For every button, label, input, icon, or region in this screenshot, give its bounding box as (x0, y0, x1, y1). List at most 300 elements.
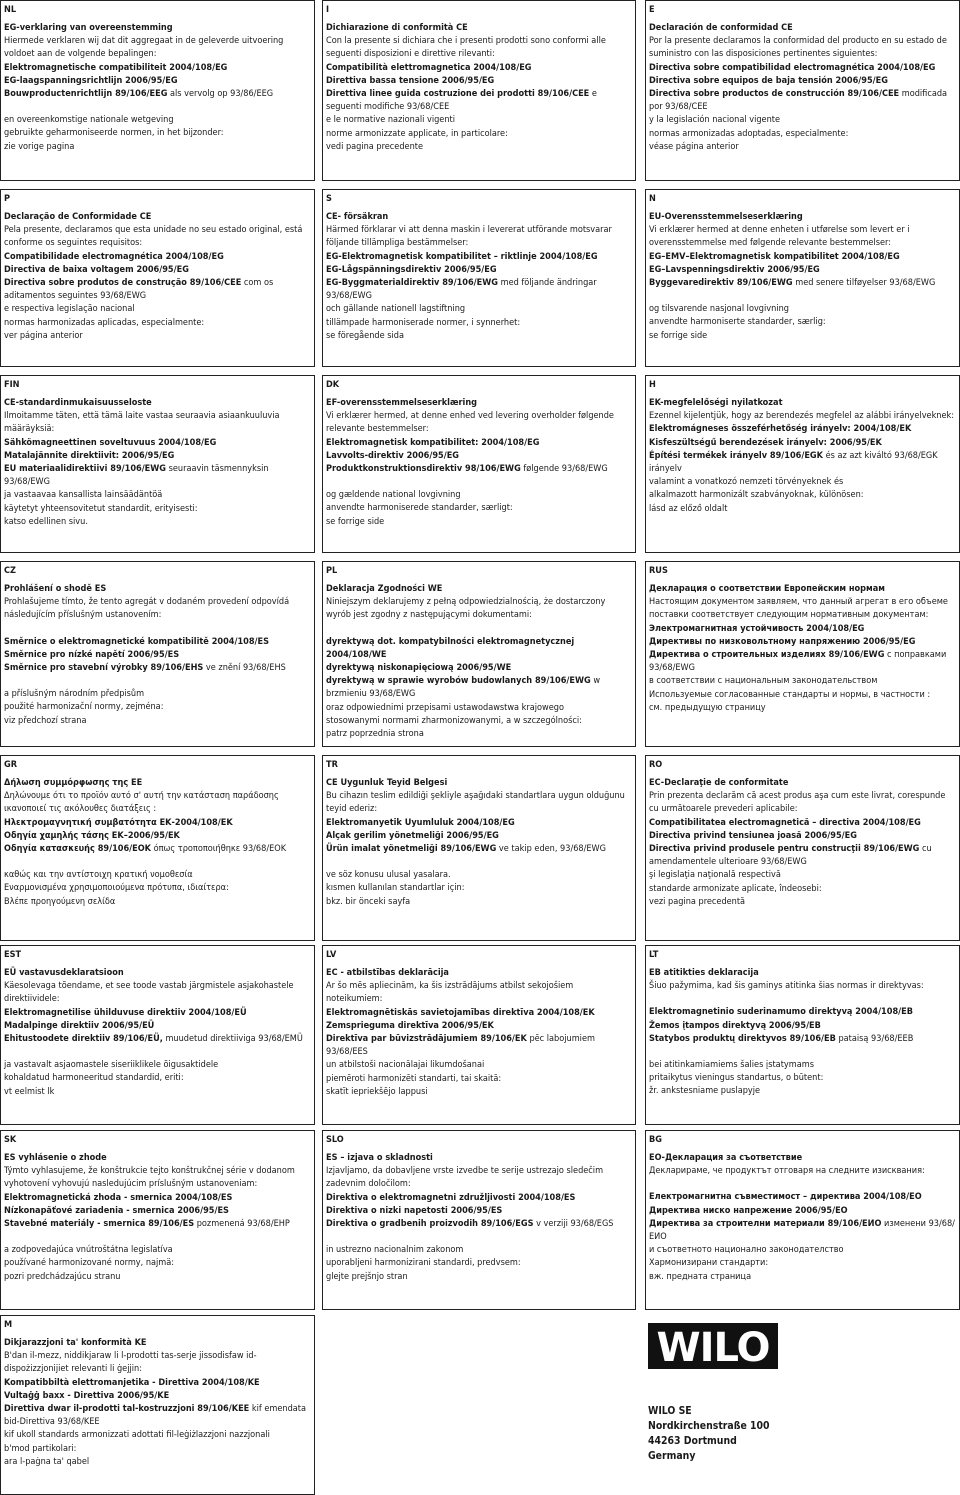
text: katso edellinen sivu. (4, 516, 88, 527)
declaration-sk (0, 1130, 315, 1310)
text-line (4, 1192, 311, 1205)
text: glejte prejšnjo stran (326, 1271, 408, 1282)
text-line (4, 688, 311, 701)
text-line (326, 662, 632, 675)
text-line (649, 128, 956, 141)
declaration-gr (0, 755, 315, 941)
text: ve söz konusu ulusal yasalara. (326, 870, 451, 881)
text-line (4, 264, 311, 277)
text-line (649, 1191, 956, 1204)
text: вж. предната страница (649, 1271, 752, 1282)
text: pritaikytus vieningus standartus, o būtent: (649, 1073, 824, 1084)
directive-name: Direktīva par būvizstrādājumiem 89/106/EK (326, 1034, 527, 1045)
declaration-title: ES vyhlásenie o zhode (4, 1153, 107, 1163)
text-line (649, 1020, 956, 1033)
declaration-title: Dichiarazione di conformità CE (326, 23, 468, 33)
text-line (326, 1192, 632, 1205)
text-line (649, 62, 956, 75)
text: a příslušným národním předpisům (4, 689, 145, 700)
text: med senere tilføyelser 93/68/EWG (792, 278, 936, 289)
language-code: SK (4, 1135, 17, 1145)
declaration-title: Декларация о соответствии Европейским нормам (649, 584, 885, 594)
declaration-title: EG-verklaring van overeenstemming (4, 23, 173, 33)
declaration-title: Declaração de Conformidade CE (4, 212, 152, 222)
text: en overeenkomstige nationale wetgeving (4, 115, 174, 126)
text-line (326, 843, 632, 856)
directive-name: Építési termékek irányelv 89/106/EGK (649, 450, 823, 461)
text-line (4, 980, 311, 1006)
directive-name: Elektromagnetická zhoda - smernica 2004/108/ES (4, 1192, 233, 1203)
declaration-nl (0, 0, 315, 181)
text-line (4, 1072, 311, 1085)
text-line (326, 830, 632, 843)
directive-name: Compatibilitatea electromagnetică – directiva 2004/108/EG (649, 817, 921, 828)
directive-name: Compatibilità elettromagnetica 2004/108/EG (326, 62, 532, 73)
text-line (326, 88, 632, 114)
company-country: Germany (648, 1450, 696, 1462)
text: ve znění 93/68/EHS (203, 663, 286, 674)
declaration-title: ЕО-Декларация за съответствие (649, 1153, 803, 1163)
text-line (649, 88, 956, 114)
directive-name: Elektromanyetik Uyumluluk 2004/108/EG (326, 817, 515, 828)
text-line (4, 1377, 311, 1390)
text: vedi pagina precedente (326, 141, 423, 152)
text: zie vorige pagina (4, 141, 75, 152)
directive-name: Statybos produktų direktyvos 89/106/EB (649, 1033, 836, 1044)
text: Šiuo pažymima, kad šis gaminys atitinka šias normas ir direktyvas: (649, 981, 924, 992)
text: seuraavin täsmennyksin 93/68/EWG (4, 464, 269, 488)
text-line (4, 1165, 311, 1191)
text-line (4, 1086, 311, 1099)
text: anvendte harmoniserte standarder, særlig: (649, 317, 826, 328)
text: B'dan il-mezz, niddikjaraw li l-prodotti tas-serje jissodisfaw id-dispożizzjonijiet relevanti li ġejjin: (4, 1351, 257, 1375)
text: Εναρμονισμένα χρησιμοποιούμενα πρότυπα, ιδιαίτερα: (4, 883, 229, 894)
text: Hiermede verklaren wij dat dit aggregaat in de geleverde uitvoering voldoet aan de volgende bepalingen: (4, 36, 284, 60)
text-line (649, 980, 956, 993)
declaration-lv (322, 945, 636, 1125)
text: pēc labojumiem 93/68/EES (326, 1034, 595, 1058)
spacer (649, 1178, 956, 1191)
spacer (4, 623, 311, 636)
text: vt eelmist lk (4, 1086, 55, 1097)
directive-name: Elektromagnetilise ühilduvuse direktiiv 2004/108/EÜ (4, 1007, 247, 1018)
text-line (649, 330, 956, 343)
text-line (4, 843, 311, 856)
declaration-rus (645, 561, 960, 747)
text-line (649, 623, 956, 636)
text: ve takip eden, 93/68/EWG (496, 844, 606, 855)
text-line (649, 702, 956, 715)
text: kısmen kullanılan standartlar için: (326, 883, 465, 894)
text-line (4, 463, 311, 489)
text: og tilsvarende nasjonal lovgivning (649, 304, 789, 315)
text-line (4, 437, 311, 450)
declaration-ro (645, 755, 960, 941)
text-line (326, 715, 632, 728)
wilo-logo (648, 1323, 778, 1369)
text-line (4, 489, 311, 502)
directive-name: Directiva sobre equipos de baja tensión 2006/95/EG (649, 75, 888, 86)
text: se forrige side (326, 516, 385, 527)
text: e le normative nazionali vigenti (326, 115, 455, 126)
text: bei atitinkamiamiems šalies įstatymams (649, 1060, 814, 1071)
text-line (326, 128, 632, 141)
text-line (649, 869, 956, 882)
declaration-bg (645, 1130, 960, 1310)
directive-name: Kisfeszültségű berendezések irányelv: 2006/95/EK (649, 437, 882, 448)
company-city: 44263 Dortmund (648, 1435, 737, 1447)
text: ver página anterior (4, 330, 83, 341)
declaration-title: CE-standardinmukaisuusseloste (4, 398, 152, 408)
text: Настоящим документом заявляем, что данный агрегат в его объеме поставки соответствует следующим нормативным документам: (649, 597, 948, 621)
text: ja vastavalt asjaomastele siseriiklikele õigusaktidele (4, 1060, 219, 1071)
text-line (649, 450, 956, 476)
text: Используемые согласованные стандарты и нормы, в частности : (649, 689, 931, 700)
text: viz předchozí strana (4, 715, 87, 726)
text-line (326, 277, 632, 303)
directive-name: Ehitustoodete direktiiv 89/106/EÜ, (4, 1034, 163, 1045)
directive-name: Directiva sobre produtos de construção 89/106/CEE (4, 278, 242, 289)
text-line (326, 251, 632, 264)
text: kif emendata bid-Direttiva 93/68/KEE (4, 1404, 307, 1428)
text-line (326, 1020, 632, 1033)
text: tillämpade harmoniserade normer, i synnerhet: (326, 317, 521, 328)
text: com os aditamentos seguintes 93/68/EWG (4, 278, 274, 302)
text-line (326, 1033, 632, 1059)
text-line (4, 1218, 311, 1231)
directive-name: Directiva de baixa voltagem 2006/95/EG (4, 264, 189, 275)
text: Ilmoitamme täten, että tämä laite vastaa seuraavia asiaankuuluvia määräyksiä: (4, 411, 280, 435)
directive-name: Οδηγία χαμηλής τάσης ΕΚ–2006/95/ΕΚ (4, 830, 180, 841)
language-code: CZ (4, 566, 16, 576)
text-line (649, 303, 956, 316)
text-line (326, 980, 632, 1006)
text: Niniejszym deklarujemy z pełną odpowiedzialnością, że dostarczony wyrób jest zgodny z następującymi dokumentami: (326, 597, 606, 621)
text: oraz odpowiednimi przepisami ustawodawstwa krajowego (326, 702, 564, 713)
declaration-est (0, 945, 315, 1125)
text: bkz. bir önceki sayfa (326, 896, 411, 907)
spacer (4, 675, 311, 688)
text-line (649, 1257, 956, 1270)
text-line (326, 1059, 632, 1072)
text: Prohlašujeme tímto, že tento agregát v dodaném provedení odpovídá následujícím příslušným ustanovením: (4, 597, 290, 621)
directive-name: Ürün imalat yönetmeliği 89/106/EWG (326, 844, 497, 855)
text: cu amendamentele ulterioare 93/68/EWG (649, 844, 932, 868)
text: in ustrezno nacionalnim zakonom (326, 1245, 464, 1256)
directive-name: Alçak gerilim yönetmeliği 2006/95/EG (326, 830, 499, 841)
text: Por la presente declaramos la conformidad del producto en su estado de suministro con las disposiciones pertinentes siguientes: (649, 36, 947, 60)
language-code: GR (4, 760, 18, 770)
text: Bu cihazın teslim edildiği şekliyle aşağıdaki standartlara uygun olduğunu teyid ederiz: (326, 791, 625, 815)
directive-name: Директива ниско напрежение 2006/95/ЕО (649, 1205, 848, 1216)
directive-name: dyrektywą w sprawie wyrobów budowlanych 89/106/EWG (326, 676, 591, 687)
text: normas harmonizadas aplicadas, especialmente: (4, 317, 205, 328)
text: pataisą 93/68/EEB (835, 1033, 914, 1044)
language-code: LV (326, 950, 337, 960)
text: Pela presente, declaramos que esta unidade no seu estado original, está conforme os seguintes requisitos: (4, 225, 303, 249)
text-line (326, 1271, 632, 1284)
text: Βλέπε προηγούμενη σελίδα (4, 896, 116, 907)
text: Декларираме, че продуктът отговаря на следните изисквания: (649, 1166, 925, 1177)
text-line (4, 141, 311, 154)
text: καθώς και την αντίστοιχη κρατική νομοθεσία (4, 870, 193, 881)
text-line (649, 1244, 956, 1257)
spacer (326, 1231, 632, 1244)
text-line (326, 450, 632, 463)
text: kif ukoll standards armonizzati adottati fil-leġiżlazzjoni nazzjonali (4, 1430, 270, 1441)
text: şi legislaţia naţională respectivă (649, 870, 781, 881)
text: e seguenti modifiche 93/68/CEE (326, 89, 597, 113)
text-line (326, 141, 632, 154)
declaration-title: EÜ vastavusdeklaratsioon (4, 968, 124, 978)
declaration-title: Δήλωση συμμόρφωσης της ΕΕ (4, 778, 143, 788)
text: a zodpovedajúca vnútroštátna legislatíva (4, 1245, 173, 1256)
directive-name: dyrektywą niskonapięciową 2006/95/WE (326, 663, 512, 674)
language-code: RO (649, 760, 663, 770)
text-line (326, 675, 632, 701)
text: pozri predchádzajúcu stranu (4, 1271, 121, 1282)
text-line (4, 896, 311, 909)
declaration-e (645, 0, 960, 181)
directive-name: Elektromagnetische compatibiliteit 2004/108/EG (4, 62, 228, 73)
text: b'mod partikolari: (4, 1443, 77, 1454)
text: un atbilstoši nacionālajai likumdošanai (326, 1060, 485, 1071)
text: piemēroti harmonizēti standarti, tai skaitā: (326, 1073, 502, 1084)
text-line (649, 437, 956, 450)
directive-name: Директива за строителни материали 89/106/ЕИО (649, 1218, 882, 1229)
text-line (649, 114, 956, 127)
directive-name: Byggevaredirektiv 89/106/EWG (649, 278, 793, 289)
text-line (649, 790, 956, 816)
directive-name: Direktiva o gradbenih proizvodih 89/106/EGS (326, 1219, 534, 1230)
declaration-p (0, 189, 315, 367)
language-code: I (326, 5, 330, 15)
text-line (4, 127, 311, 140)
directive-name: Kompatibbiltà elettromanjetika - Direttiva 2004/108/KE (4, 1377, 260, 1388)
text-line (326, 264, 632, 277)
text: stosowanymi normami zharmonizowanymi, a w szczególności: (326, 715, 582, 726)
text-line (649, 649, 956, 675)
text-line (4, 317, 311, 330)
text-line (649, 251, 956, 264)
language-code: S (326, 194, 332, 204)
text-line (649, 896, 956, 909)
text: och gällande nationell lagstiftning (326, 304, 466, 315)
text: med följande ändringar 93/68/EWG (326, 278, 597, 302)
directive-name: Directiva privind tensiunea joasă 2006/95/EG (649, 830, 857, 841)
text-line (649, 1059, 956, 1072)
declaration-m (0, 1315, 315, 1495)
text-line (326, 1007, 632, 1020)
company-name: WILO SE (648, 1405, 692, 1417)
declaration-title: EC-Declaraţie de conformitate (649, 778, 789, 788)
text-line (326, 1257, 632, 1270)
declaration-title: CE Uygunluk Teyid Belgesi (326, 778, 448, 788)
text-line (649, 35, 956, 61)
spacer (326, 623, 632, 636)
text-line (326, 596, 632, 622)
text-line (649, 1205, 956, 1218)
text-line (326, 817, 632, 830)
text: в соответствии с национальным законодательством (649, 676, 878, 687)
text-line (649, 277, 956, 290)
text: patrz poprzednia strona (326, 729, 424, 740)
text-line (4, 330, 311, 343)
text: Týmto vyhlasujeme, že konštrukcie tejto konštrukčnej série v dodanom vyhotovení vyhovujú nasledujúcim príslušným ustanoveniam: (4, 1166, 295, 1190)
declaration-title: Declaración de conformidad CE (649, 23, 793, 33)
text-line (326, 1165, 632, 1191)
text-line (649, 830, 956, 843)
text-line (4, 75, 311, 88)
text-line (649, 843, 956, 869)
text: se föregående sida (326, 330, 404, 341)
text-line (649, 75, 956, 88)
directive-name: Směrnice pro nízké napětí 2006/95/ES (4, 649, 180, 660)
language-code: LT (649, 950, 659, 960)
text-line (649, 316, 956, 329)
directive-name: dyrektywą dot. kompatybilności elektromagnetycznej 2004/108/WE (326, 636, 575, 660)
spacer (649, 1046, 956, 1059)
text-line (4, 503, 311, 516)
text-line (649, 883, 956, 896)
text: Vi erklærer hermed at denne enheten i utførelse som levert er i overensstemmelse med følgende relevante bestemmelser: (649, 225, 910, 249)
directive-name: Produktkonstruktionsdirektiv 98/106/EWG (326, 464, 521, 475)
text-line (4, 1403, 311, 1429)
text-line (326, 1244, 632, 1257)
language-code: BG (649, 1135, 662, 1145)
text-line (649, 503, 956, 516)
directive-name: Ηλεκτρομαγνητική συμβατότητα ΕΚ-2004/108/ΕΚ (4, 817, 233, 828)
text-line (649, 689, 956, 702)
declaration-lt (645, 945, 960, 1125)
directive-name: Електромагнитна съвместимост – директива 2004/108/ЕО (649, 1192, 922, 1203)
text-line (649, 1271, 956, 1284)
language-code: P (4, 194, 10, 204)
language-code: M (4, 1320, 13, 1330)
language-code: NL (4, 5, 17, 15)
directive-name: EG-laagspanningsrichtlijn 2006/95/EG (4, 75, 178, 86)
text-line (4, 450, 311, 463)
language-code: H (649, 380, 656, 390)
text: valamint a vonatkozó nemzeti törvényeknek és (649, 477, 844, 488)
directive-name: Matalajännite direktiivit: 2006/95/EG (4, 450, 175, 461)
declaration-fin (0, 375, 315, 553)
text: w brzmieniu 93/68/EWG (326, 676, 601, 700)
declaration-slo (322, 1130, 636, 1310)
text-line (649, 596, 956, 622)
language-code: EST (4, 950, 22, 960)
text-line (326, 35, 632, 61)
declaration-title: Prohlášení o shodě ES (4, 584, 107, 594)
text-line (326, 516, 632, 529)
text-line (649, 141, 956, 154)
directive-name: EG-Lågspänningsdirektiv 2006/95/EG (326, 264, 497, 275)
language-code: SLO (326, 1135, 344, 1145)
text: vezi pagina precedentă (649, 896, 746, 907)
text: és az azt kiváltó 93/68/EGK irányelv (649, 450, 938, 475)
text-line (649, 410, 956, 423)
spacer (4, 1046, 311, 1059)
text-line (4, 1205, 311, 1218)
text-line (326, 728, 632, 741)
directive-name: Elektromagnetinio suderinamumo direktyvą 2004/108/EB (649, 1007, 913, 1018)
text-line (4, 701, 311, 714)
spacer (649, 290, 956, 303)
text: anvendte harmoniserede standarder, særligt: (326, 503, 513, 514)
spacer (649, 993, 956, 1006)
directive-name: Žemos įtampos direktyvą 2006/95/EB (649, 1020, 821, 1031)
text-line (4, 1244, 311, 1257)
directive-name: EG–EMV–Elektromagnetisk kompatibilitet 2004/108/EG (649, 251, 900, 262)
text-line (4, 715, 311, 728)
directive-name: EG-Byggmaterialdirektiv 89/106/EWG (326, 278, 498, 289)
text-line (326, 463, 632, 476)
text-line (326, 702, 632, 715)
directive-name: Директива о строительных изделиях 89/106/EWG (649, 650, 885, 661)
text-line (649, 1033, 956, 1046)
text-line (326, 1205, 632, 1218)
text: и съответното национално законодателство (649, 1245, 844, 1256)
text: norme armonizzate applicate, in particolare: (326, 128, 508, 139)
text-line (4, 1429, 311, 1442)
declaration-title: EK-megfelelőségi nyilatkozat (649, 398, 783, 408)
text: véase página anterior (649, 141, 739, 152)
directive-name: Direktiva o nizki napetosti 2006/95/ES (326, 1205, 503, 1216)
directive-name: Директивы по низковольтному напряжению 2006/95/EG (649, 636, 916, 647)
text: als vervolg op 93/86/EEG (167, 89, 274, 100)
text-line (4, 1033, 311, 1046)
directive-name: Elektromagnetisk kompatibilitet: 2004/108/EG (326, 437, 540, 448)
text-line (326, 1073, 632, 1086)
declaration-cz (0, 561, 315, 747)
text-line (4, 410, 311, 436)
text-line (4, 790, 311, 816)
text-line (326, 62, 632, 75)
text-line (649, 264, 956, 277)
text-line (4, 1456, 311, 1469)
text-line (326, 790, 632, 816)
text: с поправками 93/68/EWG (649, 650, 947, 674)
text-line (4, 1007, 311, 1020)
text: žr. ankstesniame puslapyje (649, 1086, 761, 1097)
directive-name: Direktiva o elektromagnetni združljivosti 2004/108/ES (326, 1192, 576, 1203)
language-code: FIN (4, 380, 20, 390)
declaration-s (322, 189, 636, 367)
language-code: RUS (649, 566, 668, 576)
text-line (326, 330, 632, 343)
text: kohaldatud harmoneeritud standardid, eriti: (4, 1073, 184, 1084)
text-line (4, 869, 311, 882)
text-line (326, 437, 632, 450)
text: alkalmazott harmonizált szabványoknak, különösen: (649, 490, 864, 501)
text: Vi erklærer hermed, at denne enhed ved levering overholder følgende relevante bestemmelser: (326, 411, 614, 435)
text-line (326, 303, 632, 316)
directive-name: Direttiva dwar il-prodotti tal-kostruzzjoni 89/106/KEE (4, 1404, 250, 1415)
text-line (649, 1218, 956, 1244)
text: Хармонизирани стандарти: (649, 1258, 769, 1269)
directive-name: Электромагнитная устойчивость 2004/108/EG (649, 623, 865, 634)
text: v verziji 93/68/EGS (533, 1219, 614, 1230)
text-line (326, 114, 632, 127)
directive-name: Direttiva linee guida costruzione dei prodotti 89/106/CEE (326, 89, 590, 100)
spacer (326, 476, 632, 489)
text: Prin prezenta declarăm că acest produs aşa cum este livrat, corespunde cu următoarele prevederi aplicabile: (649, 791, 946, 815)
text: Käesolevaga tõendame, et see toode vastab järgmistele asjakohastele direktiividele: (4, 981, 294, 1005)
directive-name: Directiva sobre productos de construcción 89/106/CEE (649, 89, 900, 100)
text-line (326, 882, 632, 895)
directive-name: Directiva privind produsele pentru construcţii 89/106/EWG (649, 844, 920, 855)
language-code: PL (326, 566, 338, 576)
